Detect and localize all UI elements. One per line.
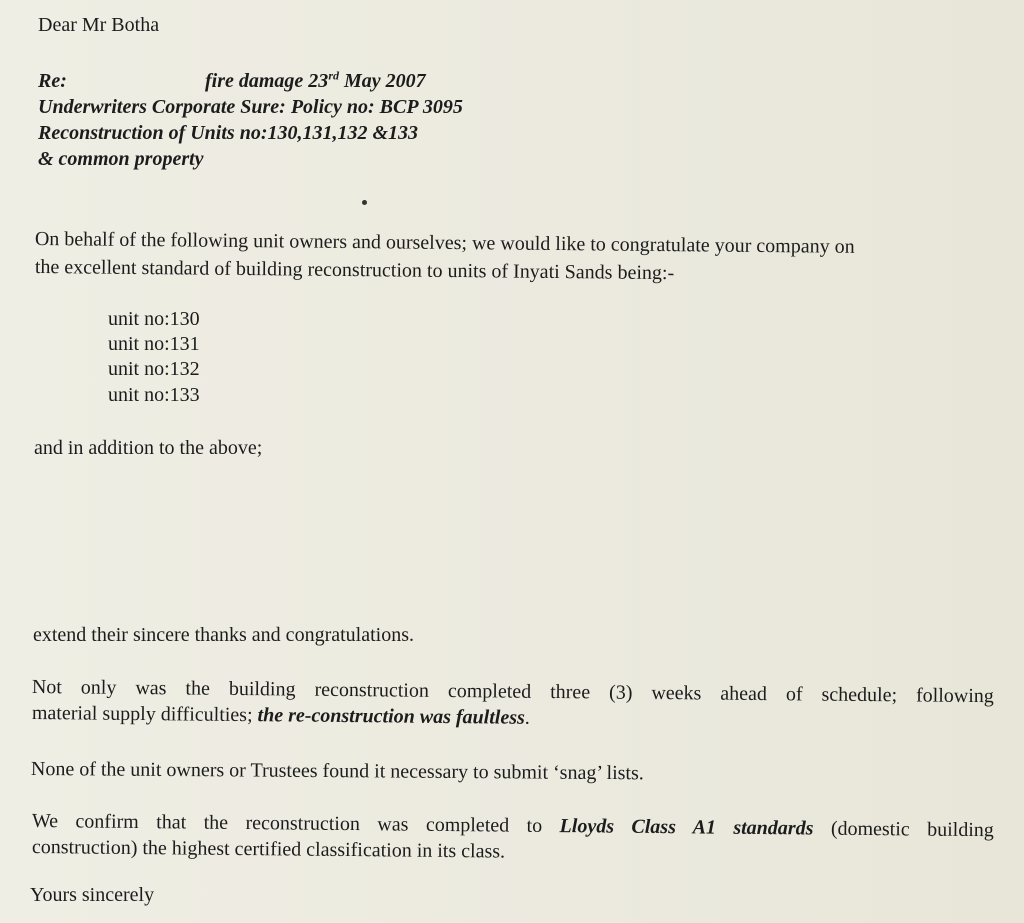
standards-text-start: We confirm that the reconstruction was completed to xyxy=(31,810,560,838)
snag-list-text: None of the unit owners or Trustees found it necessary to submit ‘snag’ lists. xyxy=(30,758,644,785)
unit-list-item: unit no:130 xyxy=(108,308,200,330)
intro-paragraph-line: On behalf of the following unit owners and ourselves; we would like to congratulate your company on xyxy=(34,228,855,258)
re-label: Re: xyxy=(38,70,67,92)
units-reference: Reconstruction of Units no:130,131,132 &133 xyxy=(38,122,419,144)
closing: Yours sincerely xyxy=(30,884,155,906)
addition-text: and in addition to the above; xyxy=(34,437,263,459)
schedule-period: . xyxy=(524,706,530,729)
schedule-paragraph-line xyxy=(32,702,732,732)
thanks-text: extend their sincere thanks and congratulations. xyxy=(33,624,414,646)
re-subject-superscript: rd xyxy=(328,68,339,83)
re-subject-tail: May 2007 xyxy=(338,70,426,92)
re-subject-main: fire damage 23 xyxy=(205,70,329,92)
re-subject xyxy=(205,70,426,93)
standards-text-end: (domestic building xyxy=(813,817,994,842)
schedule-paragraph-line: Not only was the building reconstruction completed three (3) weeks ahead of schedule; following xyxy=(31,676,994,708)
common-property-reference: & common property xyxy=(38,148,204,170)
ink-mark xyxy=(362,200,367,205)
faultless-emphasis: the re-construction was faultless xyxy=(257,704,525,729)
salutation: Dear Mr Botha xyxy=(38,14,160,36)
policy-reference: Underwriters Corporate Sure: Policy no: BCP 3095 xyxy=(38,96,463,118)
intro-paragraph-line: the excellent standard of building reconstruction to units of Inyati Sands being:- xyxy=(34,256,675,285)
lloyds-standard-emphasis: Lloyds Class A1 standards xyxy=(559,815,814,840)
unit-list-item: unit no:131 xyxy=(108,333,200,355)
schedule-plain-text: material supply difficulties; xyxy=(31,702,258,727)
unit-list-item: unit no:132 xyxy=(108,358,200,380)
standards-paragraph-line: construction) the highest certified classification in its class. xyxy=(31,836,506,863)
unit-list-item: unit no:133 xyxy=(108,384,200,406)
